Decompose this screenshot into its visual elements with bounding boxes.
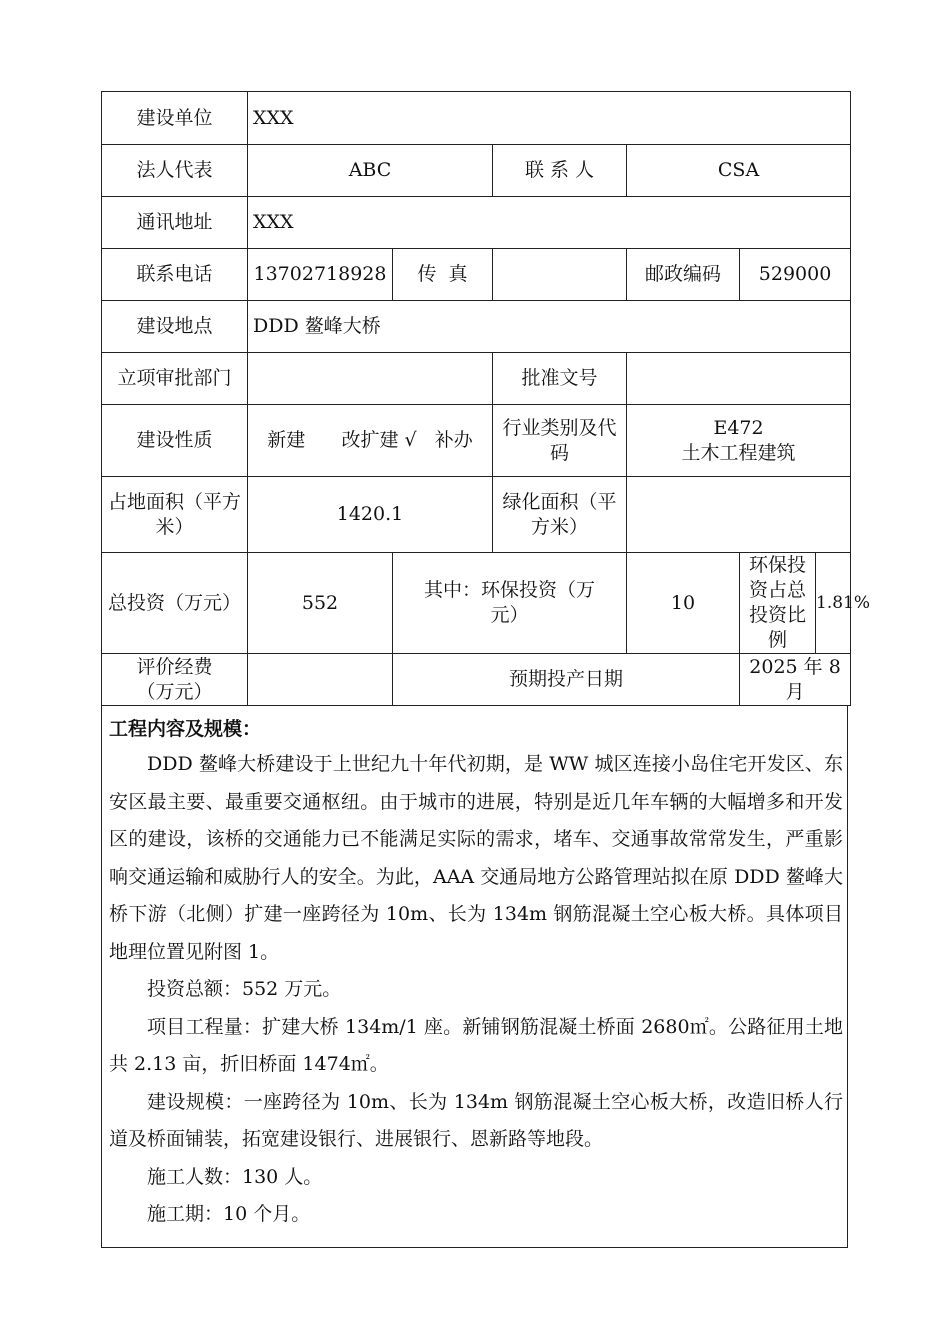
content-heading: 工程内容及规模： [109, 718, 262, 740]
row-investment [102, 553, 851, 654]
approval-no-label: 批准文号 [493, 353, 627, 405]
site-value: DDD 鳌峰大桥 [248, 301, 851, 353]
content-paragraph-scale: 建设规模：一座跨径为 10m、长为 134m 钢筋混凝土空心板大桥，改造旧桥人行道及桥面铺装，拓宽建设银行、进展银行、恩新路等地段。 [109, 1090, 843, 1150]
row-nature [102, 405, 851, 477]
approval-dept-label: 立项审批部门 [102, 353, 248, 405]
legal-rep-label: 法人代表 [102, 145, 248, 197]
industry-value [627, 405, 851, 477]
row-approval [102, 353, 851, 405]
row-eval [102, 654, 851, 706]
address-label: 通讯地址 [102, 197, 248, 249]
address-value: XXX [248, 197, 851, 249]
row-area [102, 477, 851, 553]
contact-person-value: CSA [627, 145, 851, 197]
row-site [102, 301, 851, 353]
env-ratio-value: 1.81% [816, 553, 851, 654]
env-invest-value: 10 [627, 553, 740, 654]
info-table [101, 91, 871, 706]
project-content-section [101, 706, 848, 1248]
industry-label: 行业类别及代码 [493, 405, 627, 477]
land-area-value: 1420.1 [248, 477, 493, 553]
content-paragraph-period: 施工期：10 个月。 [147, 1203, 311, 1225]
construction-unit-value: XXX [248, 92, 851, 145]
row-legal-rep [102, 145, 851, 197]
nature-label: 建设性质 [102, 405, 248, 477]
total-invest-label: 总投资（万元） [102, 553, 248, 654]
eval-fee-label: 评价经费（万元） [102, 654, 248, 706]
content-paragraph-overview: DDD 鳌峰大桥建设于上世纪九十年代初期，是 WW 城区连接小岛住宅开发区、东安区最主要、最重要交通枢纽。由于城市的进展，特别是近几年车辆的大幅增多和开发区的建设，该桥的交通能力已不能满足实际的需求，堵车、交通事故常常发生，严重影响交通运输和威胁行人的安全。为此，AAA 交通局地方公路管理站拟在原 DDD 鳌峰大桥下游（北侧）扩建一座跨径为 10m、长为 134m 钢筋混凝土空心板大桥。具体项目地理位置见附图 1。 [109, 753, 843, 963]
approval-dept-value [248, 353, 493, 405]
env-invest-label: 其中：环保投资（万元） [393, 553, 627, 654]
content-paragraph-workers: 施工人数：130 人。 [147, 1165, 323, 1188]
green-area-label: 绿化面积（平方米） [493, 477, 627, 553]
construction-unit-label: 建设单位 [102, 92, 248, 145]
green-area-value [627, 477, 851, 553]
content-paragraph-quantity: 项目工程量：扩建大桥 134m/1 座。新铺钢筋混凝土桥面 2680㎡。公路征用土地共 2.13 亩，折旧桥面 1474㎡。 [109, 1015, 843, 1075]
row-phone [102, 249, 851, 301]
postal-value: 529000 [740, 249, 851, 301]
row-address [102, 197, 851, 249]
land-area-label: 占地面积（平方米） [102, 477, 248, 553]
legal-rep-value: ABC [248, 145, 493, 197]
phone-label: 联系电话 [102, 249, 248, 301]
industry-name: 土木工程建筑 [681, 441, 796, 464]
fax-label: 传 真 [393, 249, 493, 301]
eval-fee-value [248, 654, 393, 706]
env-ratio-label: 环保投资占总投资比例 [740, 553, 816, 654]
project-form [101, 91, 871, 1248]
site-label: 建设地点 [102, 301, 248, 353]
contact-person-label: 联 系 人 [493, 145, 627, 197]
fax-value [493, 249, 627, 301]
industry-code: E472 [713, 416, 764, 439]
nature-value: 新建 改扩建 √ 补办 [248, 405, 493, 477]
production-date-label: 预期投产日期 [393, 654, 740, 706]
production-date-value: 2025 年 8 月 [740, 654, 851, 706]
content-paragraph-investment: 投资总额：552 万元。 [147, 978, 342, 1000]
postal-label: 邮政编码 [627, 249, 740, 301]
approval-no-value [627, 353, 851, 405]
total-invest-value: 552 [248, 553, 393, 654]
row-construction-unit [102, 92, 851, 145]
phone-value: 13702718928 [248, 249, 393, 301]
